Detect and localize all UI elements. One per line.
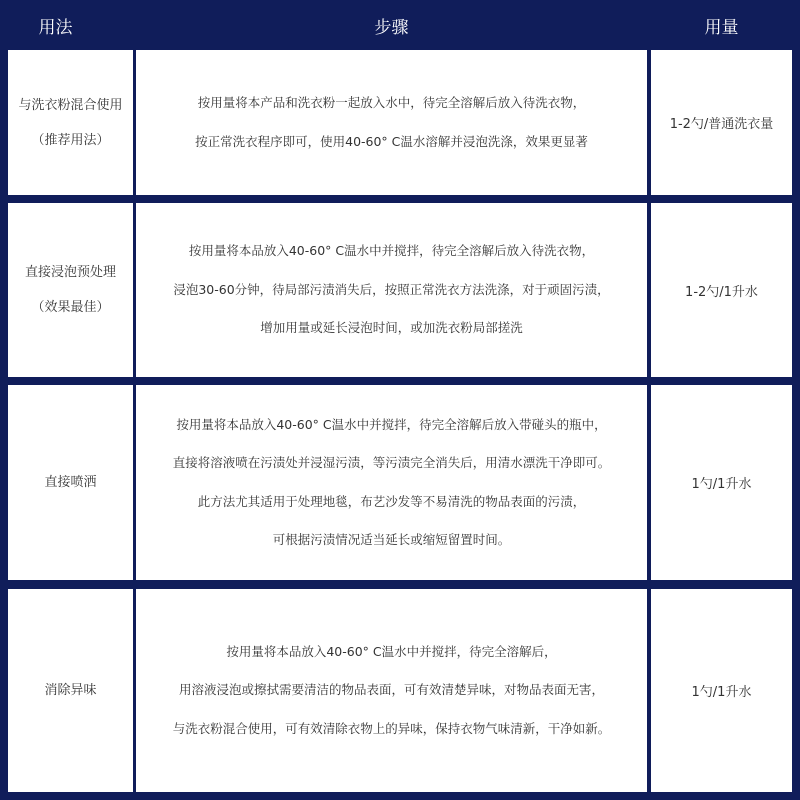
table-row <box>0 385 800 580</box>
usage-text: 与洗衣粉混合使用 <box>18 97 123 113</box>
usage-cell <box>8 203 133 377</box>
step-line: 按正常洗衣程序即可，使用40-60° C温水溶解并浸泡洗涤，效果更显著 <box>195 133 588 149</box>
amount-cell <box>651 50 792 195</box>
steps-cell <box>136 385 647 580</box>
steps-cell <box>136 203 647 377</box>
step-line: 按用量将本产品和洗衣粉一起放入水中，待完全溶解后放入待洗衣物， <box>197 95 586 110</box>
amount-text: 1-2勺/1升水 <box>685 284 758 300</box>
step-line: 按用量将本品放入40-60° C温水中并搅拌，待完全溶解后放入带碰头的瓶中， <box>176 416 607 432</box>
amount-text: 1勺/1升水 <box>691 477 752 492</box>
usage-cell <box>8 589 133 792</box>
table-header <box>0 0 800 50</box>
amount-text: 1-2勺/普通洗衣量 <box>669 117 774 132</box>
step-line: 按用量将本品放入40-60° C温水中并搅拌，待完全溶解后， <box>226 643 557 659</box>
table-row <box>0 589 800 792</box>
usage-cell <box>8 385 133 580</box>
step-line: 增加用量或延长浸泡时间，或加洗衣粉局部搓洗 <box>260 320 523 336</box>
header-steps: 步骤 <box>374 18 409 38</box>
steps-cell <box>136 50 647 195</box>
step-line: 与洗衣粉混合使用，可有效清除衣物上的异味，保持衣物气味清新，干净如新。 <box>172 720 611 736</box>
table-row <box>0 203 800 377</box>
usage-text: 消除异味 <box>44 683 97 698</box>
usage-note: （效果最佳） <box>31 300 110 315</box>
amount-cell <box>651 385 792 580</box>
step-line: 可根据污渍情况适当延长或缩短留置时间。 <box>272 532 511 547</box>
step-line: 按用量将本品放入40-60° C温水中并搅拌，待完全溶解后放入待洗衣物， <box>188 243 595 259</box>
usage-cell <box>8 50 133 195</box>
step-line: 此方法尤其适用于处理地毯，布艺沙发等不易清洗的物品表面的污渍， <box>197 493 586 509</box>
amount-text: 1勺/1升水 <box>691 685 752 700</box>
step-line: 浸泡30-60分钟，待局部污渍消失后，按照正常洗衣方法洗涤，对于顽固污渍， <box>173 281 610 297</box>
step-line: 直接将溶液喷在污渍处并浸湿污渍，等污渍完全消失后，用清水漂洗干净即可。 <box>172 455 611 470</box>
amount-cell <box>651 589 792 792</box>
header-amount: 用量 <box>704 18 739 38</box>
usage-text: 直接喷洒 <box>44 475 97 490</box>
step-line: 用溶液浸泡或擦拭需要清洁的物品表面，可有效清楚异味，对物品表面无害， <box>178 682 604 698</box>
header-usage: 用法 <box>38 18 73 38</box>
steps-cell <box>136 589 647 792</box>
usage-note: （推荐用法） <box>31 132 110 148</box>
amount-cell <box>651 203 792 377</box>
usage-text: 直接浸泡预处理 <box>24 265 116 280</box>
table-row <box>0 50 800 195</box>
